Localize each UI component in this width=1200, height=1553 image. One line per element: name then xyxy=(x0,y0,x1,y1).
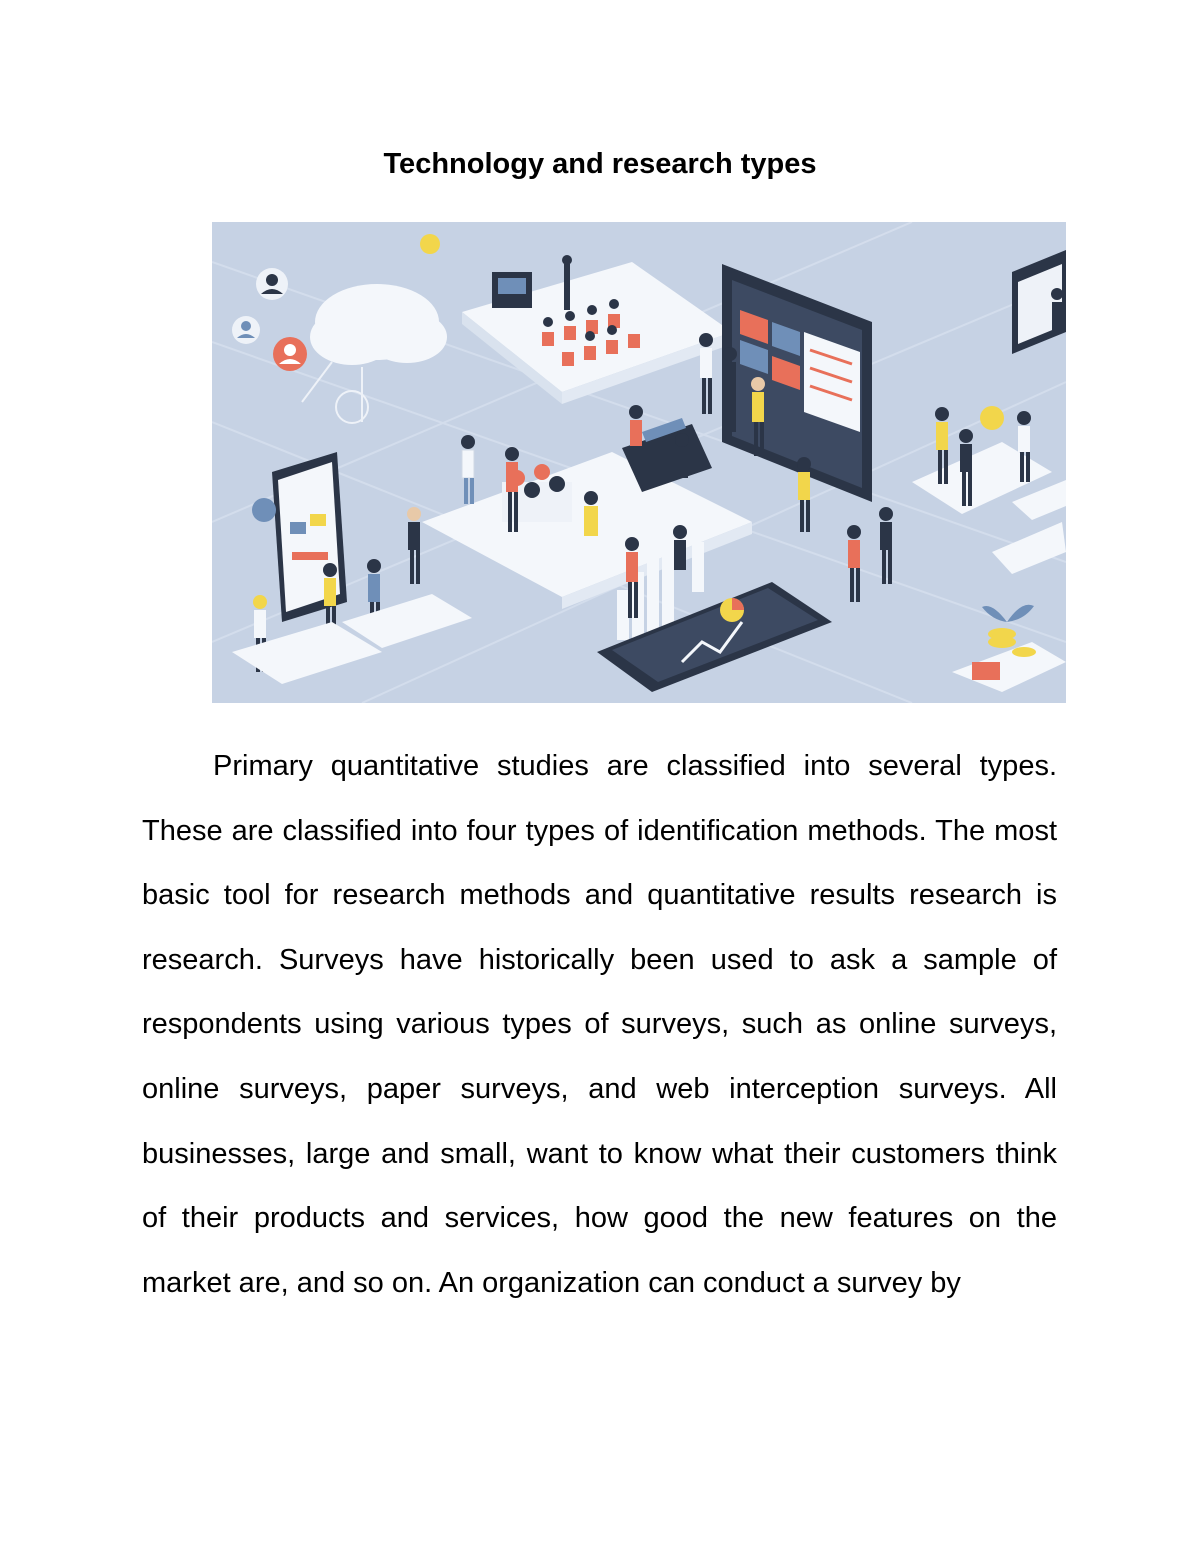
business-technology-illustration xyxy=(212,222,1066,703)
page-title: Technology and research types xyxy=(383,148,817,180)
body-paragraph: Primary quantitative studies are classified into several types. These are classified into four types of identification methods. The most basic tool for research methods and quantitative results research is research. Surveys have historically been used to ask a sample of respondents using various types of surveys, such as online surveys, online surveys, paper surveys, and web interception surveys. All businesses, large and small, want to know what their customers think of their products and services, how good the new features on the market are, and so on. An organization can conduct a survey by xyxy=(142,750,1057,1299)
